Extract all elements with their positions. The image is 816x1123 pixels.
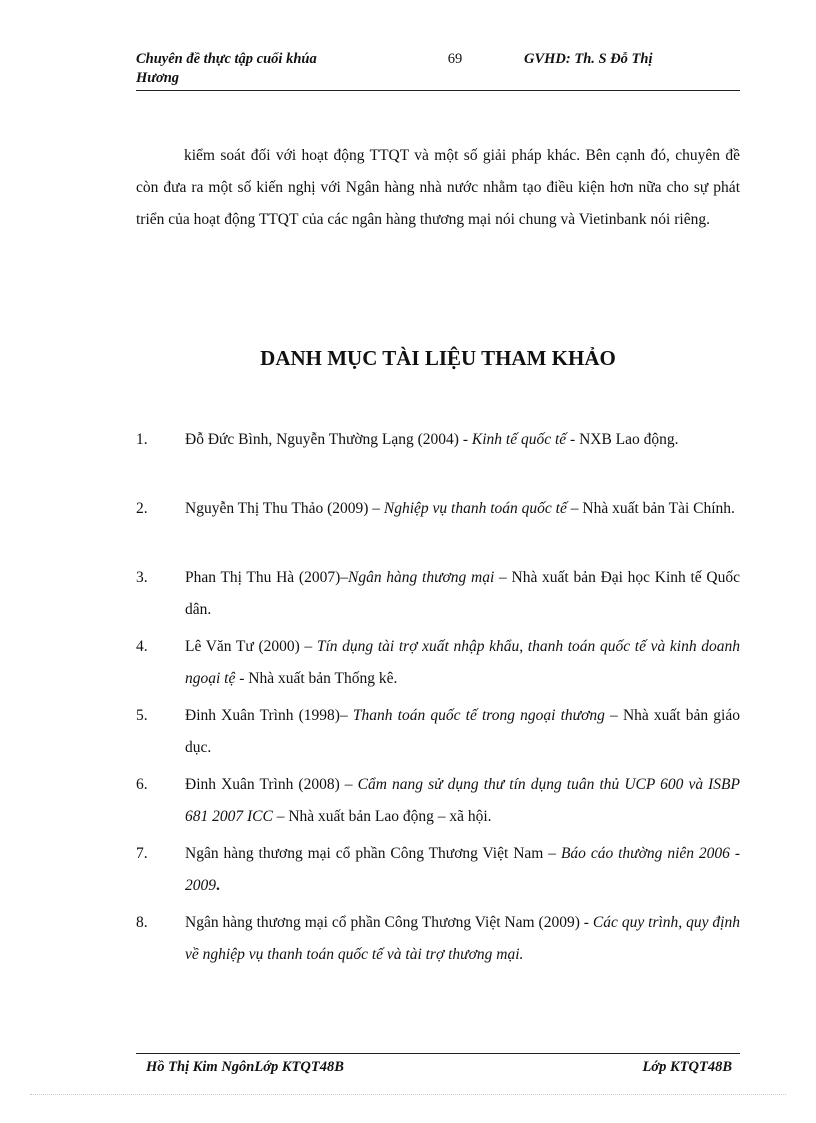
reference-text: [185, 493, 740, 525]
reference-text: [185, 907, 740, 971]
reference-author: Lê Văn Tư (2000) –: [185, 638, 317, 655]
reference-item: [136, 424, 740, 493]
reference-number: 2.: [136, 500, 148, 517]
reference-item: [136, 769, 740, 838]
footer-left: Hồ Thị Kim NgônLớp KTQT48B: [146, 1059, 344, 1075]
reference-publisher: - Nhà xuất bản Thống kê.: [235, 670, 398, 687]
footer-rule: [136, 1053, 740, 1054]
header-left: [136, 50, 386, 88]
reference-text: [185, 838, 740, 902]
reference-number: 3.: [136, 569, 148, 586]
reference-publisher: .: [216, 877, 220, 894]
reference-title: Kinh tế quốc tế: [471, 431, 567, 448]
reference-text: [185, 631, 740, 695]
intro-paragraph: kiểm soát đối với hoạt động TTQT và một số giải pháp khác. Bên cạnh đó, chuyên đề còn đưa ra một số kiến nghị với Ngân hàng nhà nước nhằm tạo điều kiện hơn nữa cho sự phát triển của hoạt động TTQT của các ngân hàng thương mại nói chung và Vietinbank nói riêng.: [136, 147, 740, 228]
reference-publisher: – Nhà xuất bản giáo dục.: [185, 707, 740, 756]
reference-author: Phan Thị Thu Hà (2007)–: [185, 569, 348, 586]
reference-title: Tín dụng tài trợ xuất nhập khẩu, thanh toán quốc tế và kinh doanh ngoại tệ: [185, 638, 740, 687]
reference-item: [136, 838, 740, 907]
reference-number: 1.: [136, 431, 148, 448]
reference-text: [185, 769, 740, 833]
reference-item: [136, 493, 740, 562]
footer-right: Lớp KTQT48B: [642, 1059, 732, 1075]
reference-publisher: – Nhà xuất bản Tài Chính.: [566, 500, 735, 517]
header-page-number: 69: [447, 51, 463, 67]
reference-number: 8.: [136, 914, 148, 931]
reference-number: 6.: [136, 776, 148, 793]
reference-number: 7.: [136, 845, 148, 862]
reference-text: [185, 562, 740, 626]
header-left-line1: Chuyên đề thực tập cuối khúa: [136, 51, 317, 67]
reference-item: [136, 700, 740, 769]
reference-list: [136, 424, 740, 976]
reference-author: Nguyễn Thị Thu Thảo (2009) –: [185, 500, 384, 517]
section-title: DANH MỤC TÀI LIỆU THAM KHẢO: [260, 346, 616, 370]
header-right: GVHD: Th. S Đỗ Thị: [524, 51, 653, 67]
reference-title: Nghiệp vụ thanh toán quốc tế: [383, 500, 567, 517]
reference-author: Đỗ Đức Bình, Nguyễn Thường Lạng (2004) -: [185, 431, 472, 448]
reference-author: Ngân hàng thương mại cổ phần Công Thương Việt Nam –: [185, 845, 561, 862]
reference-publisher: - NXB Lao động.: [566, 431, 679, 448]
reference-item: [136, 631, 740, 700]
reference-publisher: – Nhà xuất bản Lao động – xã hội.: [272, 808, 492, 825]
reference-title: Báo cáo thường niên 2006 - 2009: [185, 845, 741, 894]
reference-number: 5.: [136, 707, 148, 724]
reference-author: Ngân hàng thương mại cổ phần Công Thương Việt Nam (2009) -: [185, 914, 593, 931]
reference-title: Ngân hàng thương mại: [347, 569, 495, 586]
page-bottom-dotted-edge: [30, 1094, 786, 1095]
header-rule: [136, 90, 740, 91]
reference-item: [136, 907, 740, 976]
reference-author: Đinh Xuân Trình (1998)–: [185, 707, 353, 724]
reference-title: Cẩm nang sử dụng thư tín dụng tuân thủ UCP 600 và ISBP 681 2007 ICC: [185, 776, 740, 825]
reference-publisher: – Nhà xuất bản Đại học Kinh tế Quốc dân.: [185, 569, 740, 618]
reference-title: Thanh toán quốc tế trong ngoại thương: [352, 707, 605, 724]
reference-title: Các quy trình, quy định về nghiệp vụ thanh toán quốc tế và tài trợ thương mại.: [185, 914, 740, 963]
reference-number: 4.: [136, 638, 148, 655]
reference-item: [136, 562, 740, 631]
reference-author: Đinh Xuân Trình (2008) –: [185, 776, 358, 793]
header-left-line2: Hương: [136, 70, 180, 86]
reference-text: [185, 424, 740, 456]
reference-text: [185, 700, 740, 764]
